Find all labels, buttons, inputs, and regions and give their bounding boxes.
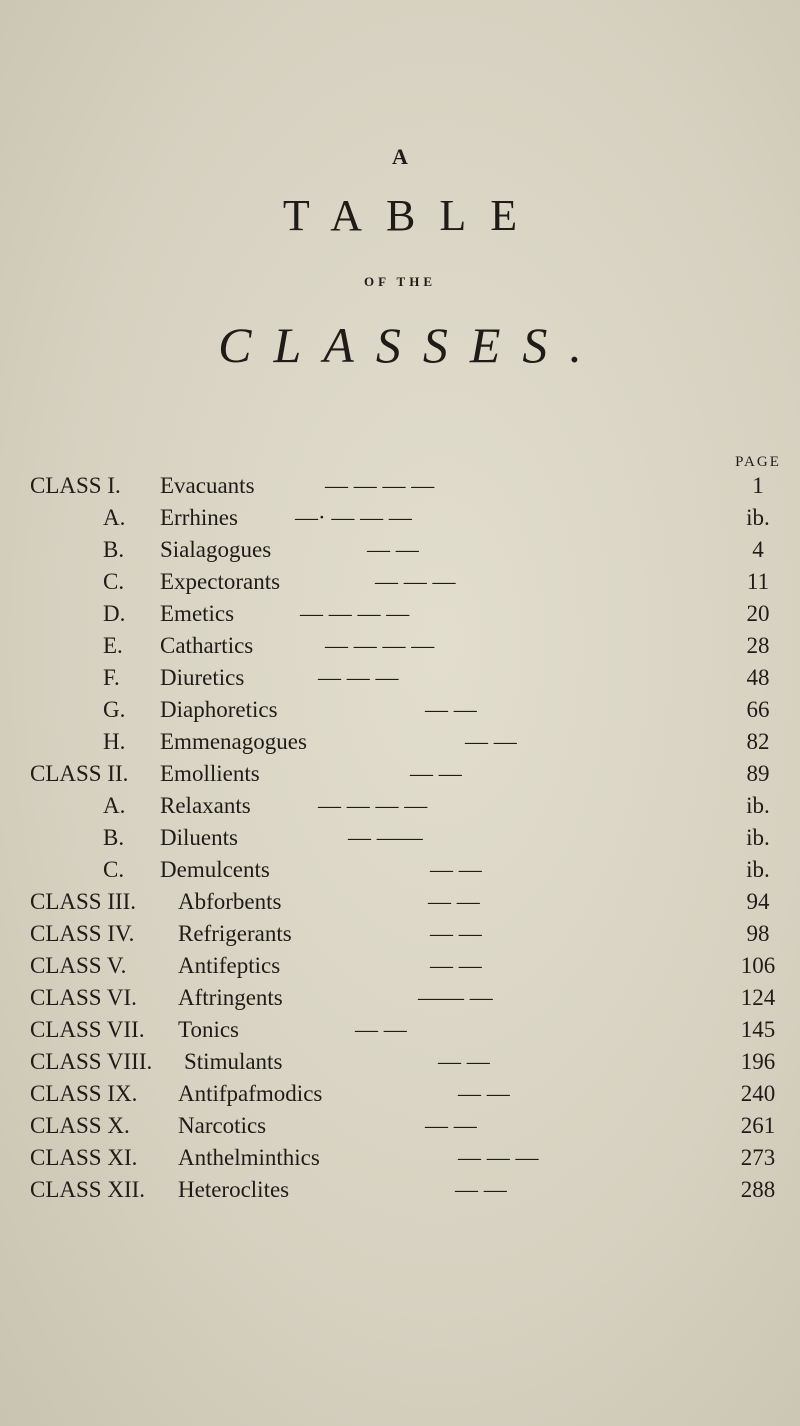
page-number: 11: [746, 569, 770, 594]
table-row: [0, 598, 800, 630]
leader-dashes: — —: [430, 921, 482, 946]
class-label: CLASS VIII.: [30, 1049, 153, 1074]
leader-dashes: — — —: [458, 1145, 539, 1170]
table-row: [0, 534, 800, 566]
page-number: 20: [746, 601, 770, 626]
subclass-label: A.: [103, 793, 126, 818]
page-number: 94: [746, 889, 770, 914]
table-row: [0, 918, 800, 950]
leader-dashes: —— —: [418, 985, 493, 1010]
leader-dashes: — —: [465, 729, 517, 754]
leader-dashes: —· — — —: [295, 505, 412, 530]
class-label: CLASS XII.: [30, 1177, 146, 1202]
class-name: Diaphoretics: [160, 697, 278, 722]
class-label: CLASS IX.: [30, 1081, 138, 1106]
class-name: Narcotics: [178, 1113, 267, 1138]
class-name: Aftringents: [178, 985, 283, 1010]
subclass-label: H.: [103, 729, 126, 754]
page-number: 4: [752, 537, 764, 562]
page-column-header: PAGE: [735, 454, 781, 470]
table-row: [0, 854, 800, 886]
class-name: Evacuants: [160, 473, 255, 498]
page-number: 28: [746, 633, 770, 658]
heading-article: A: [392, 144, 408, 169]
class-label: CLASS I.: [30, 473, 121, 498]
class-name: Diuretics: [160, 665, 245, 690]
table-row: [0, 630, 800, 662]
page-number: ib.: [746, 505, 770, 530]
class-name: Cathartics: [160, 633, 254, 658]
table-row: [0, 886, 800, 918]
page-number: ib.: [746, 793, 770, 818]
leader-dashes: — —: [425, 1113, 477, 1138]
class-label: CLASS V.: [30, 953, 127, 978]
class-label: CLASS X.: [30, 1113, 130, 1138]
subclass-label: A.: [103, 505, 126, 530]
class-name: Diluents: [160, 825, 238, 850]
page-number: 48: [746, 665, 770, 690]
leader-dashes: — —: [455, 1177, 507, 1202]
leader-dashes: — — — —: [325, 633, 435, 658]
table-row: [0, 790, 800, 822]
subclass-label: G.: [103, 697, 126, 722]
class-label: CLASS VI.: [30, 985, 137, 1010]
page-number: 288: [740, 1177, 776, 1202]
class-label: CLASS III.: [30, 889, 137, 914]
leader-dashes: — — — —: [318, 793, 428, 818]
table-row: [0, 950, 800, 982]
page-number: 145: [740, 1017, 776, 1042]
class-name: Antifeptics: [178, 953, 281, 978]
table-row: [0, 470, 800, 502]
heading-of-the: OF THE: [363, 274, 437, 289]
class-name: Emetics: [160, 601, 235, 626]
table-row: [0, 566, 800, 598]
page-number: 66: [746, 697, 770, 722]
class-name: Antifpafmodics: [178, 1081, 323, 1106]
leader-dashes: — —: [430, 857, 482, 882]
page-number: 98: [746, 921, 770, 946]
class-name: Stimulants: [184, 1049, 283, 1074]
leader-dashes: — —: [367, 537, 419, 562]
page-number: 273: [740, 1145, 776, 1170]
leader-dashes: — — — —: [300, 601, 410, 626]
class-name: Relaxants: [160, 793, 251, 818]
leader-dashes: — —: [425, 697, 477, 722]
table-row: [0, 1174, 800, 1206]
class-name: Demulcents: [160, 857, 270, 882]
subclass-label: C.: [103, 569, 125, 594]
class-label: CLASS VII.: [30, 1017, 145, 1042]
leader-dashes: — —: [410, 761, 462, 786]
leader-dashes: — —: [430, 953, 482, 978]
table-row: [0, 1142, 800, 1174]
class-label: CLASS XI.: [30, 1145, 138, 1170]
class-label: CLASS IV.: [30, 921, 135, 946]
table-row: [0, 1078, 800, 1110]
table-row: [0, 758, 800, 790]
subclass-label: C.: [103, 857, 125, 882]
class-name: Errhines: [160, 505, 238, 530]
class-name: Emollients: [160, 761, 260, 786]
leader-dashes: — — —: [318, 665, 399, 690]
table-row: [0, 1110, 800, 1142]
class-label: CLASS II.: [30, 761, 129, 786]
leader-dashes: — — —: [375, 569, 456, 594]
class-name: Expectorants: [160, 569, 281, 594]
table-row: [0, 502, 800, 534]
page-number: 106: [740, 953, 776, 978]
leader-dashes: — —: [438, 1049, 490, 1074]
page-number: 261: [740, 1113, 776, 1138]
leader-dashes: — —: [355, 1017, 407, 1042]
subclass-label: B.: [103, 537, 125, 562]
table-row: [0, 1046, 800, 1078]
table-row: [0, 822, 800, 854]
class-name: Heteroclites: [178, 1177, 290, 1202]
class-name: Refrigerants: [178, 921, 292, 946]
class-name: Abforbents: [178, 889, 282, 914]
page-number: 82: [746, 729, 770, 754]
subclass-label: B.: [103, 825, 125, 850]
table-row: [0, 694, 800, 726]
subclass-label: E.: [103, 633, 123, 658]
leader-dashes: — — — —: [325, 473, 435, 498]
heading-classes: CLASSES.: [218, 317, 604, 373]
leader-dashes: — —: [428, 889, 480, 914]
subclass-label: F.: [103, 665, 120, 690]
leader-dashes: — ——: [348, 825, 423, 850]
class-name: Emmenagogues: [160, 729, 307, 754]
page-number: 196: [740, 1049, 776, 1074]
page-number: 124: [740, 985, 776, 1010]
page-number: 89: [746, 761, 770, 786]
class-name: Tonics: [178, 1017, 239, 1042]
class-name: Sialagogues: [160, 537, 272, 562]
table-row: [0, 1014, 800, 1046]
table-row: [0, 982, 800, 1014]
page-number: 240: [740, 1081, 776, 1106]
page-number: ib.: [746, 857, 770, 882]
heading-table: TABLE: [282, 191, 542, 240]
page-number: ib.: [746, 825, 770, 850]
leader-dashes: — —: [458, 1081, 510, 1106]
subclass-label: D.: [103, 601, 126, 626]
table-row: [0, 662, 800, 694]
page-number: 1: [752, 473, 764, 498]
class-name: Anthelminthics: [178, 1145, 320, 1170]
table-row: [0, 726, 800, 758]
